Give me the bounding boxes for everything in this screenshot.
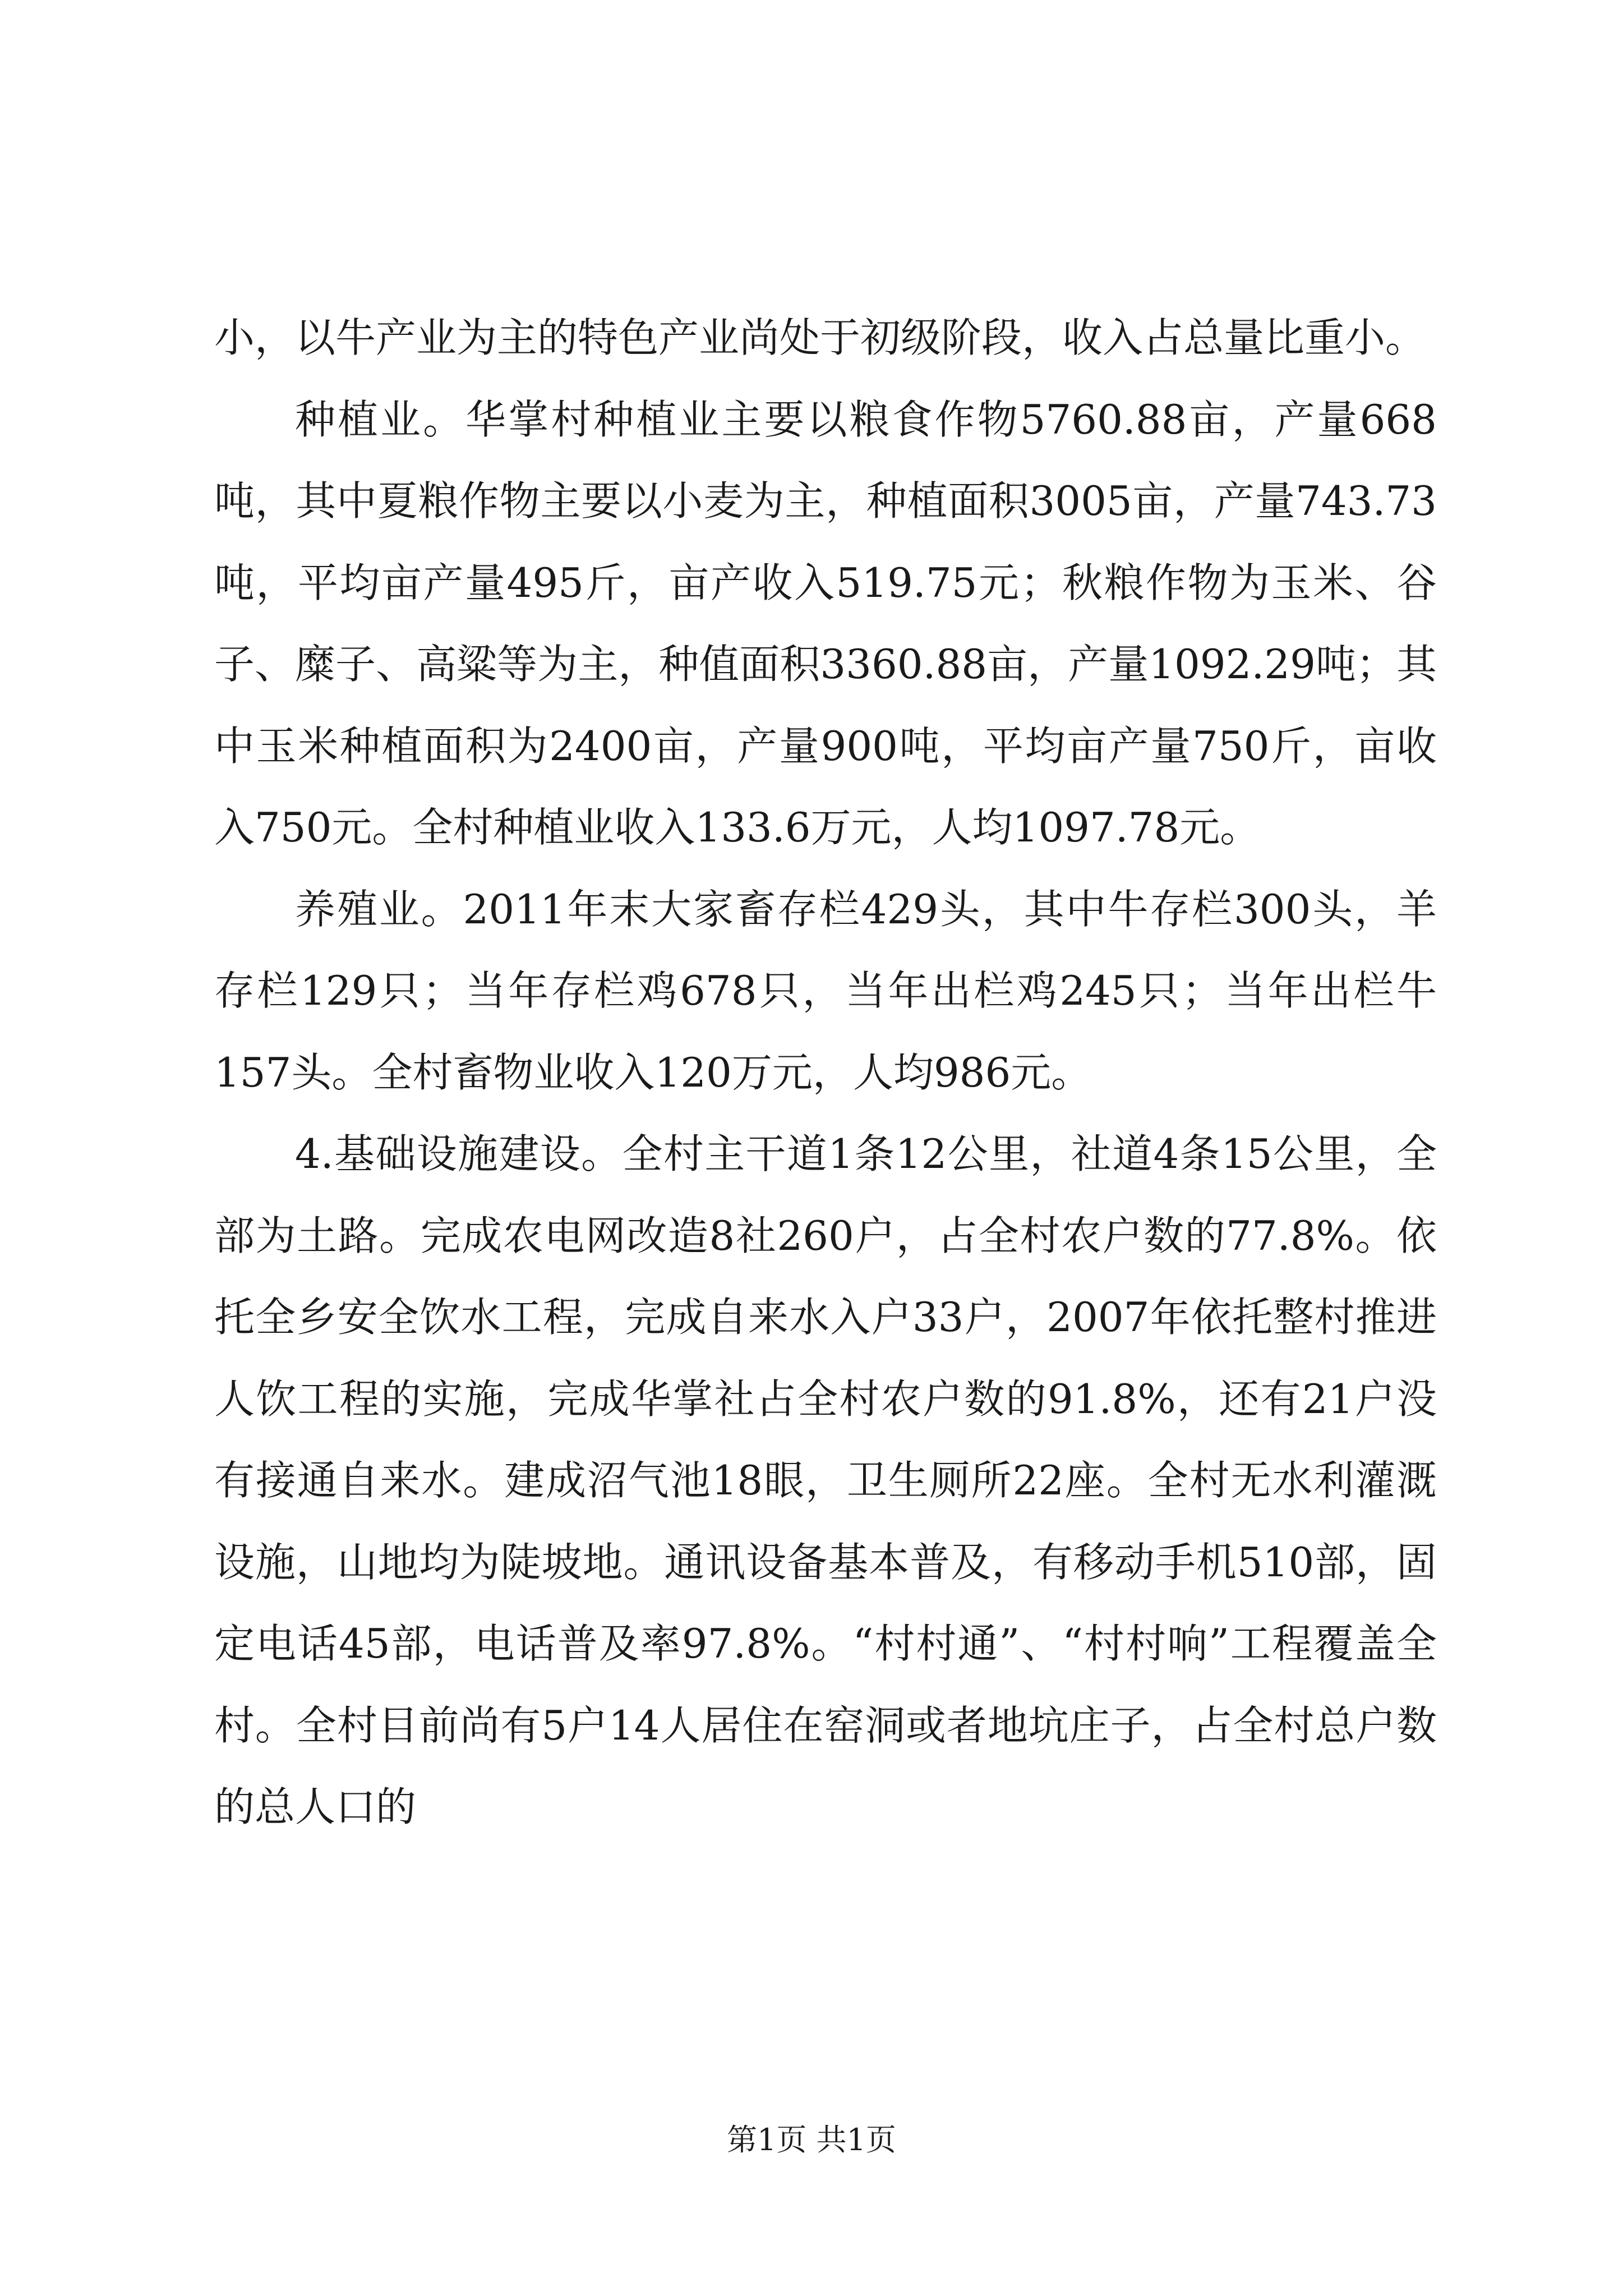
paragraph-breeding: 养殖业。2011年末大家畜存栏429头，其中牛存栏300头，羊存栏129只；当年存栏鸡678只，当年出栏鸡245只；当年出栏牛157头。全村畜物业收入120万元，人均986元。 [214,885,1437,1096]
paragraph-infrastructure: 4.基础设施建设。全村主干道1条12公里，社道4条15公里，全部为土路。完成农电网改造8社260户，占全村农户数的77.8%。依托全乡安全饮水工程，完成自来水入户33户，2007年依托整村推进人饮工程的实施，完成华掌社占全村农户数的91.8%，还有21户没有接通自来水。建成沼气池18眼，卫生厕所22座。全村无水利灌溉设施，山地均为陡坡地。通讯设备基本普及，有移动手机510部，固定电话45部，电话普及率97.8%。“村村通”、“村村响”工程覆盖全村。全村目前尚有5户14人居住在窑洞或者地坑庄子，占全村总户数的总人口的 [214,1130,1437,1830]
paragraph-planting: 种植业。华掌村种植业主要以粮食作物5760.88亩，产量668吨，其中夏粮作物主要以小麦为主，种植面积3005亩，产量743.73吨，平均亩产量495斤，亩产收入519.75元；秋粮作物为玉米、谷子、糜子、高粱等为主，种值面积3360.88亩，产量1092.29吨；其中玉米种植面积为2400亩，产量900吨，平均亩产量750斤，亩收入750元。全村种植业收入133.6万元，人均1097.78元。 [214,395,1437,851]
document-body [214,297,1437,1848]
page-footer: 第1页 共1页 [727,2122,896,2157]
paragraph-industry-summary: 小，以牛产业为主的特色产业尚处于初级阶段，收入占总量比重小。 [214,314,1426,361]
